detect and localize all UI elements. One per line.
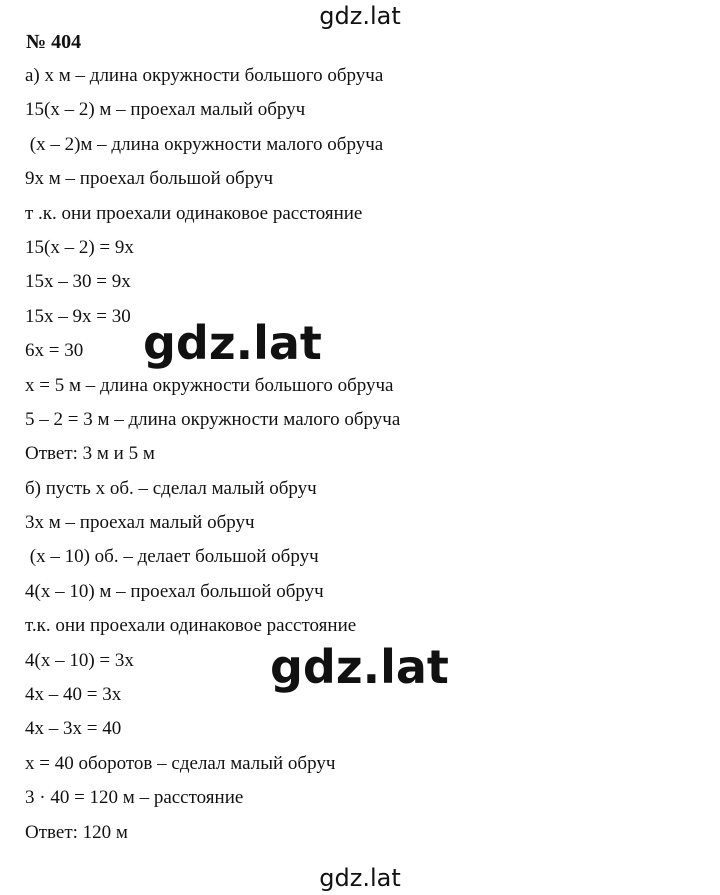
solution-line: б) пусть х об. – сделал малый обруч — [25, 477, 317, 499]
solution-line: 4х – 40 = 3х — [25, 684, 122, 706]
solution-line: х = 5 м – длина окружности большого обруча — [25, 374, 394, 396]
solution-line: (х – 10) об. – делает большой обруч — [25, 546, 319, 568]
solution-line: 9х м – проехал большой обруч — [25, 168, 274, 190]
solution-line: 4(х – 10) м – проехал большой обруч — [25, 580, 324, 602]
solution-line: Ответ: 120 м — [25, 821, 128, 843]
solution-line: 15(х – 2) м – проехал малый обруч — [25, 99, 306, 121]
solution-line: 3х м – проехал малый обруч — [25, 512, 255, 534]
solution-line: а) х м – длина окружности большого обруча — [25, 65, 384, 86]
solution-lines — [25, 59, 400, 850]
solution-line: 6х = 30 — [25, 340, 84, 362]
solution-line: т .к. они проехали одинаковое расстояние — [25, 202, 363, 224]
solution-line: 4х – 3х = 40 — [25, 718, 122, 740]
solution-line: 3 · 40 = 120 м – расстояние — [25, 787, 244, 809]
solution-line: 15(х – 2) = 9х — [25, 236, 134, 258]
solution-line: х = 40 оборотов – сделал малый обруч — [25, 752, 336, 774]
solution-line: (х – 2)м – длина окружности малого обруча — [25, 133, 384, 155]
solution-line: т.к. они проехали одинаковое расстояние — [25, 615, 357, 637]
watermark-middle-1: gdz.lat — [143, 316, 322, 370]
watermark-bottom: gdz.lat — [319, 864, 401, 892]
solution-line: 15х – 9х = 30 — [25, 305, 131, 327]
problem-number: № 404 — [26, 31, 82, 53]
solution-line: 15х – 30 = 9х — [25, 271, 131, 293]
watermark-middle-2: gdz.lat — [270, 640, 449, 694]
solution-line: 4(х – 10) = 3х — [25, 649, 134, 671]
solution-line: Ответ: 3 м и 5 м — [25, 443, 155, 465]
watermark-top: gdz.lat — [319, 2, 401, 30]
solution-line: 5 – 2 = 3 м – длина окружности малого обруча — [25, 408, 401, 430]
